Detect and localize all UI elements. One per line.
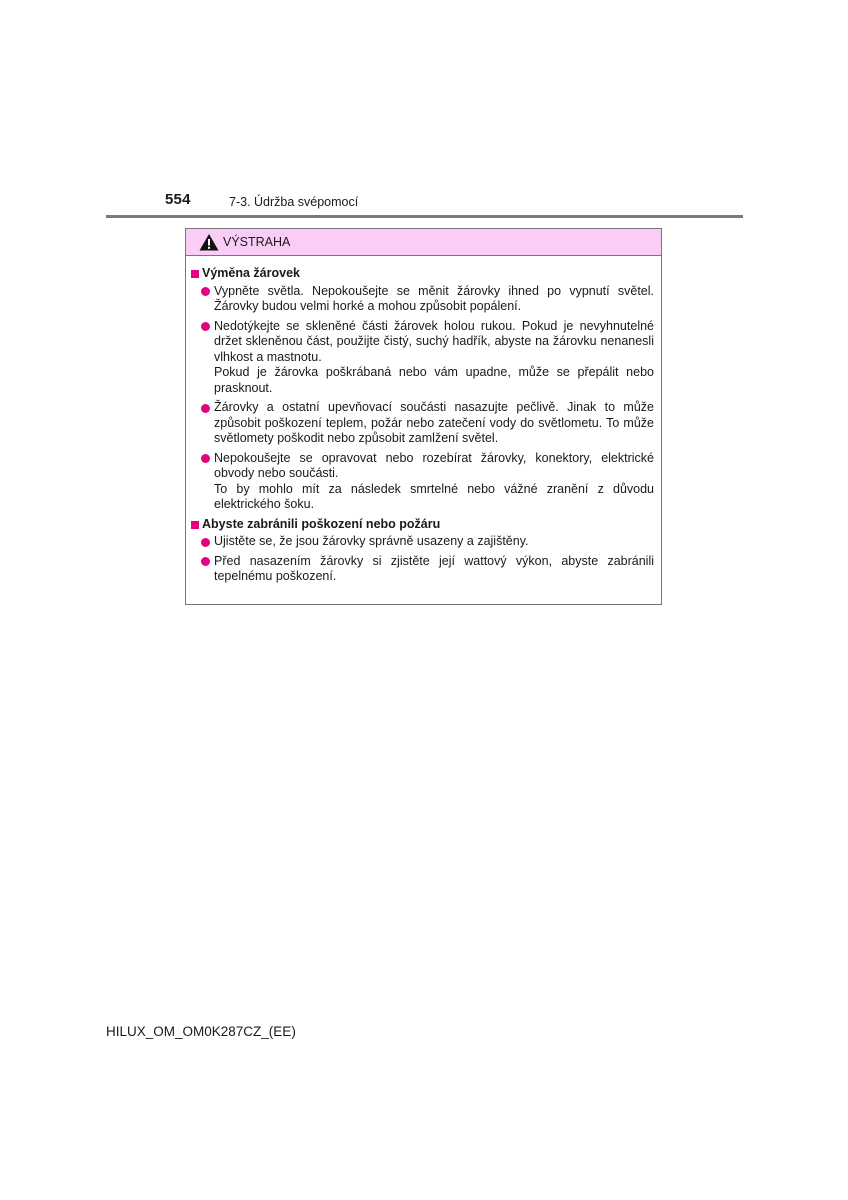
bullet-dot-icon (201, 287, 210, 296)
warning-triangle-icon (199, 233, 219, 251)
square-marker-icon (191, 270, 199, 278)
bullet-item (201, 284, 654, 315)
warning-header (186, 229, 661, 256)
warning-box (185, 228, 662, 605)
bullet-text: Žárovky a ostatní upevňovací součásti nasazujte pečlivě. Jinak to může způsobit poškození teplem, požár nebo zatečení vody do světlometu. To může světlomety poškodit nebo způsobit zamlžení světel. (214, 400, 654, 445)
warning-label: VÝSTRAHA (223, 235, 291, 249)
bullet-dot-icon (201, 557, 210, 566)
header-rule (106, 215, 743, 218)
bullet-item (201, 534, 654, 550)
bullet-dot-icon (201, 322, 210, 331)
bullet-text: Nepokoušejte se opravovat nebo rozebírat žárovky, konektory, elektrické obvody nebo součásti. To by mohlo mít za následek smrtelné nebo vážné zranění z důvodu elektrického šoku. (214, 450, 654, 511)
bullet-text: Nedotýkejte se skleněné části žárovek holou rukou. Pokud je nevyhnutelné držet skleněnou část, použijte čistý, suchý hadřík, abyste na žárovku nenanesli vlhkost a mastnotu. Pokud je žárovka poškrábaná nebo vám upadne, může se přepálit nebo prasknout. (214, 318, 654, 395)
bullet-text: Ujistěte se, že jsou žárovky správně usazeny a zajištěny. (214, 534, 529, 548)
bullet-dot-icon (201, 404, 210, 413)
page-number: 554 (165, 191, 191, 208)
section-title: 7-3. Údržba svépomocí (229, 195, 359, 209)
bullet-item (201, 319, 654, 397)
bullet-item (201, 554, 654, 585)
bullet-item (201, 400, 654, 447)
section-heading-text: Abyste zabránili poškození nebo požáru (202, 516, 441, 531)
section-heading-text: Výměna žárovek (202, 266, 300, 280)
footer-code: HILUX_OM_OM0K287CZ_(EE) (106, 1024, 296, 1039)
warning-body (186, 256, 661, 585)
section-heading (191, 266, 654, 282)
section-heading (191, 517, 654, 533)
bullet-item (201, 451, 654, 513)
square-marker-icon (191, 521, 199, 529)
bullet-dot-icon (201, 454, 210, 463)
bullet-text: Před nasazením žárovky si zjistěte její wattový výkon, abyste zabránili tepelnému poškození. (214, 553, 654, 583)
bullet-dot-icon (201, 538, 210, 547)
bullet-text: Vypněte světla. Nepokoušejte se měnit žárovky ihned po vypnutí světel. Žárovky budou velmi horké a mohou způsobit popálení. (214, 283, 654, 313)
